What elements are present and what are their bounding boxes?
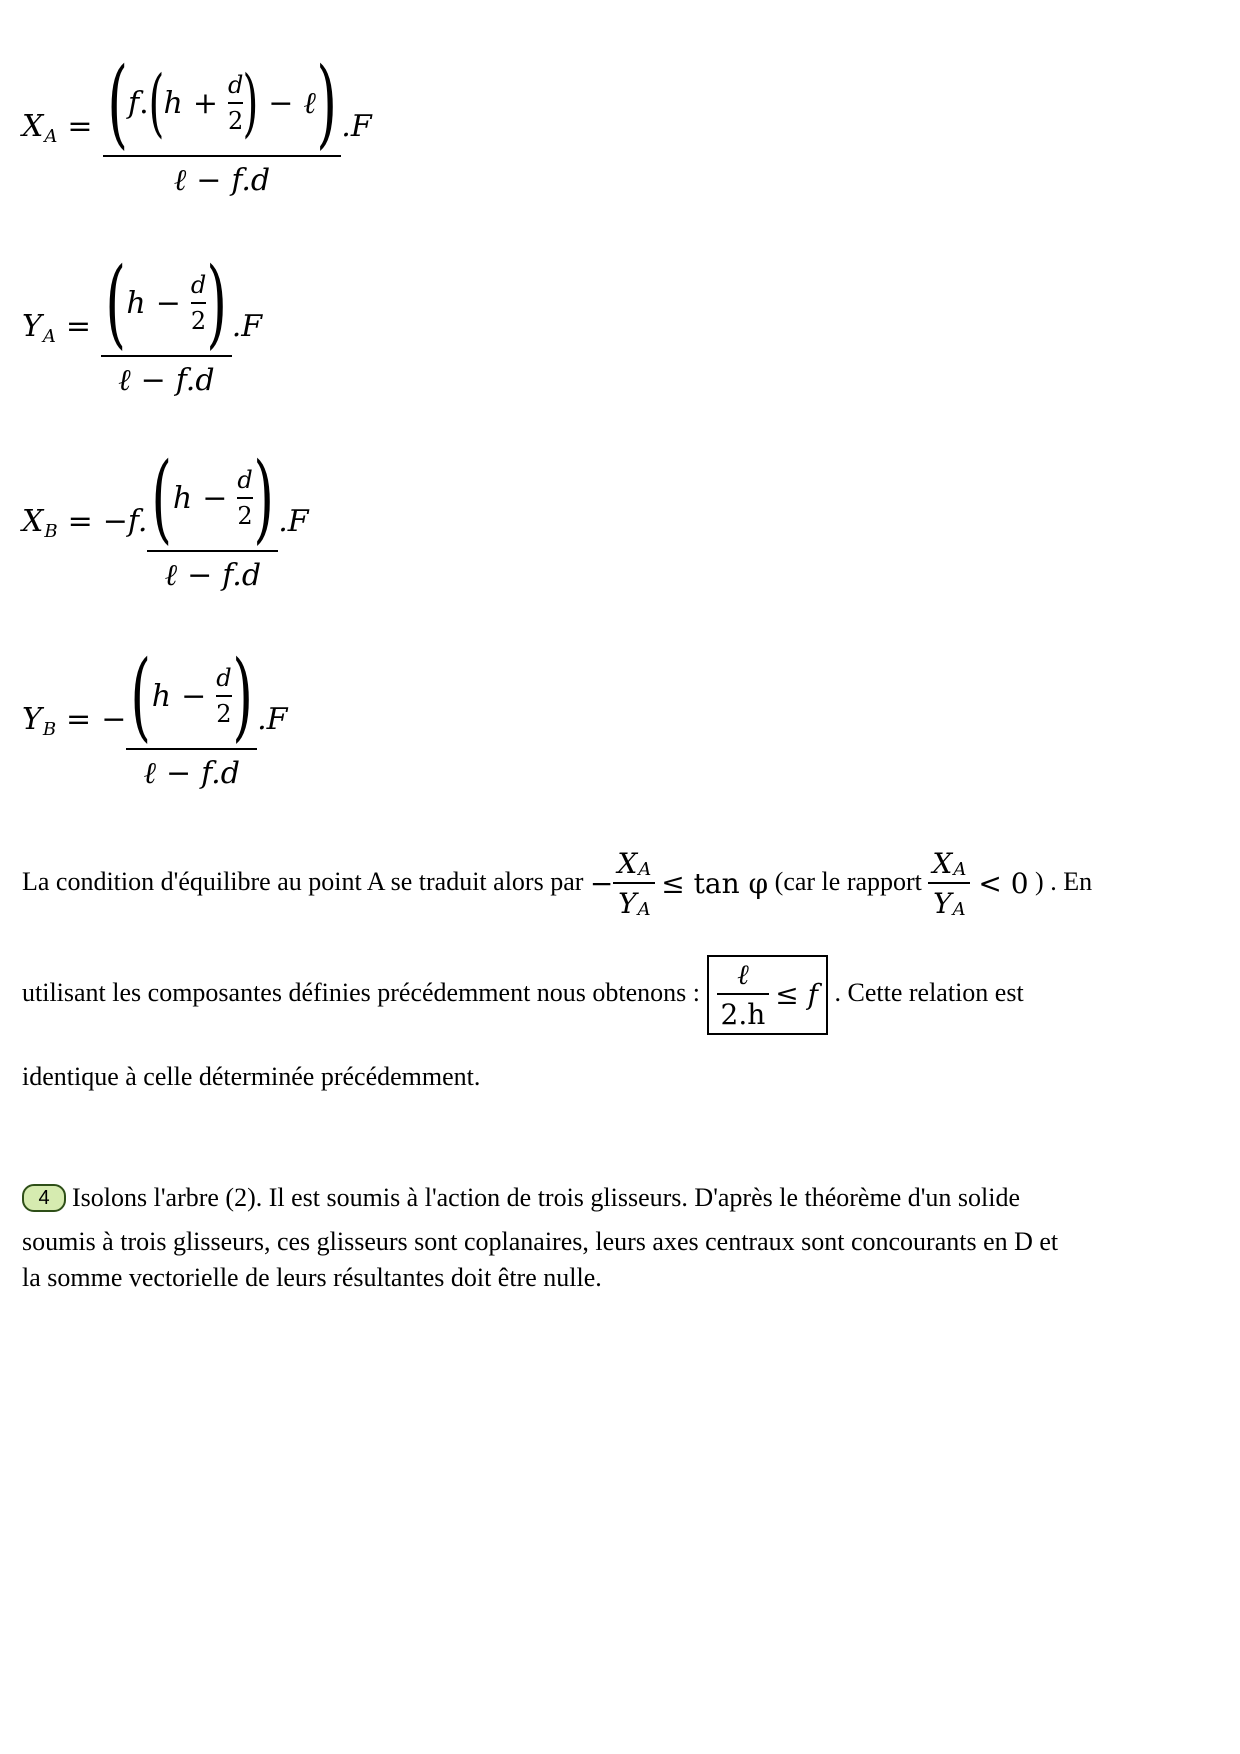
eq-yb-minus: −: [181, 678, 207, 714]
p1-ratio-expression: [928, 847, 1029, 920]
eq-yb-fraction: [126, 640, 257, 791]
p1-cond-num: [613, 847, 655, 880]
equation-yb: [22, 640, 288, 791]
p1-cond-rel: ≤ tan φ: [661, 867, 769, 900]
eq-xa-lhs-sub: A: [44, 126, 58, 147]
eq-yb-paren-close: ): [232, 640, 253, 752]
paragraph-identical: [22, 1064, 480, 1090]
p2-result-bar: [717, 993, 770, 995]
eq-xa-denominator: [170, 163, 274, 198]
eq-ya-equals: =: [65, 309, 91, 344]
eq-yb-two: 2: [216, 700, 232, 728]
eq-yb-den-fd: f.d: [201, 756, 240, 791]
p2-result-rel: ≤ f: [775, 978, 819, 1011]
p1-condition-expression: [589, 847, 769, 920]
eq-xb-numerator: [147, 442, 278, 554]
eq-xb-denominator: [161, 558, 265, 593]
eq-xa-paren-close: ): [316, 47, 337, 159]
p1-ratio-den-sub: A: [952, 899, 966, 920]
eq-xb-h: h: [172, 480, 193, 516]
p2-result-box: [707, 955, 828, 1035]
p4-line1-text: Isolons l'arbre (2). Il est soumis à l'action de trois glisseurs. D'après le théorème d'un solide: [72, 1183, 1021, 1212]
eq-xa-h: h: [163, 85, 183, 121]
eq-xa-den-ell: ℓ: [173, 163, 187, 198]
eq-ya-paren-close: ): [206, 247, 228, 359]
eq-ya-fraction: [101, 247, 232, 398]
eq-xa-two: 2: [228, 107, 244, 135]
eq-ya-den-ell: ℓ: [118, 363, 131, 398]
p1-ratio-fraction: [928, 847, 970, 920]
paragraph-result: [22, 955, 1024, 1035]
eq-xb-lhs-sub: B: [44, 521, 58, 542]
eq-xb-den-fd: f.d: [222, 558, 262, 593]
eq-ya-den-fd: f.d: [175, 363, 215, 398]
eq-xb-den-ell: ℓ: [164, 558, 178, 593]
eq-xa-lhs: X: [22, 109, 44, 144]
p1-cond-den: [614, 887, 654, 920]
eq-xa-equals: =: [67, 109, 93, 144]
eq-xa-ell: ℓ: [303, 85, 316, 121]
eq-xa-d: d: [227, 71, 244, 99]
eq-yb-neg: −: [101, 702, 127, 737]
p1-ratio-num: [928, 847, 970, 880]
p1-cond-fraction: [613, 847, 655, 920]
eq-yb-d-bar: [216, 695, 231, 697]
p1-ratio-bar: [928, 882, 970, 884]
eq-ya-lhs-sub: A: [42, 326, 56, 347]
eq-yb-d: d: [216, 664, 232, 692]
eq-xb-fraction: [147, 442, 278, 593]
p1-cond-den-sub: A: [637, 899, 651, 920]
eq-xb-d-bar: [237, 497, 252, 499]
p4-line1: [22, 1180, 1058, 1216]
eq-yb-equals: =: [66, 702, 92, 737]
eq-xa-fraction: [103, 47, 342, 198]
eq-xa-tail: .F: [341, 109, 372, 144]
p1-cond-num-x: X: [617, 847, 638, 880]
eq-ya-minus: −: [155, 285, 181, 321]
eq-xa-dot: .: [139, 85, 149, 121]
p2-text2: . Cette relation est: [834, 977, 1024, 1007]
p1-text3: ) . En: [1035, 866, 1093, 896]
eq-yb-d-over-2: [216, 664, 231, 728]
eq-xa-bar: [103, 155, 342, 157]
p1-cond-minus: −: [589, 867, 614, 900]
equation-xa: [22, 47, 372, 198]
p2-result-num: ℓ: [737, 958, 749, 991]
p4-line3: la somme vectorielle de leurs résultantes doit être nulle.: [22, 1263, 602, 1292]
eq-ya-numerator: [101, 247, 232, 359]
eq-xa-inner-paren-close: ): [242, 60, 259, 146]
eq-xb-d: d: [237, 466, 253, 494]
eq-xb-d-over-2: [237, 466, 252, 530]
p1-ratio-den: [929, 887, 969, 920]
p1-ratio-num-x: X: [932, 847, 953, 880]
eq-xb-neg-f: −f.: [102, 504, 148, 539]
eq-xa-plus: +: [192, 85, 218, 121]
eq-xa-den-minus: −: [196, 163, 222, 198]
p3-text: identique à celle déterminée précédemment.: [22, 1062, 481, 1091]
eq-xb-lhs: X: [22, 504, 44, 539]
eq-xa-minus: −: [268, 85, 294, 121]
p2-result-fraction: [717, 958, 770, 1031]
eq-ya-d-over-2: [191, 271, 206, 335]
eq-ya-h: h: [126, 285, 146, 321]
eq-xb-minus: −: [202, 480, 228, 516]
eq-xa-paren-open: (: [106, 47, 128, 159]
eq-xa-inner-paren-open: (: [148, 60, 164, 146]
eq-ya-den-minus: −: [140, 363, 166, 398]
eq-yb-lhs-sub: B: [42, 719, 57, 740]
p1-ratio-num-sub: A: [953, 859, 967, 880]
eq-xb-paren-open: (: [151, 442, 173, 554]
eq-yb-den-ell: ℓ: [143, 756, 156, 791]
equation-xb: [22, 442, 309, 593]
equation-ya: [22, 247, 263, 398]
paragraph-condition: [22, 847, 1093, 920]
eq-ya-d: d: [190, 271, 207, 299]
p1-cond-bar: [613, 882, 655, 884]
eq-xa-den-fd: f.d: [231, 163, 271, 198]
eq-ya-two: 2: [190, 307, 207, 335]
step-badge-4: 4: [22, 1184, 66, 1212]
eq-yb-denominator: [139, 756, 243, 791]
eq-xb-two: 2: [237, 502, 253, 530]
eq-ya-denominator: [114, 363, 218, 398]
eq-ya-d-bar: [191, 302, 206, 304]
p1-ratio-den-y: Y: [933, 887, 952, 920]
eq-yb-paren-open: (: [130, 640, 152, 752]
eq-ya-paren-open: (: [105, 247, 126, 359]
eq-yb-h: h: [151, 678, 172, 714]
p1-cond-num-sub: A: [638, 859, 652, 880]
eq-yb-numerator: [126, 640, 257, 752]
eq-ya-lhs: Y: [22, 309, 42, 344]
eq-yb-lhs: Y: [22, 702, 42, 737]
eq-xa-f: f: [127, 85, 140, 121]
eq-xb-den-minus: −: [187, 558, 213, 593]
eq-xa-d-over-2: [228, 71, 243, 135]
eq-xb-tail: .F: [278, 504, 309, 539]
p1-cond-den-y: Y: [618, 887, 637, 920]
paragraph-step4: [22, 1180, 1058, 1296]
p4-line2: soumis à trois glisseurs, ces glisseurs sont coplanaires, leurs axes centraux sont concourants en D et: [22, 1227, 1059, 1256]
p1-ratio-rel: < 0: [978, 867, 1029, 900]
eq-yb-den-minus: −: [165, 756, 192, 791]
eq-xa-d-bar: [228, 102, 243, 104]
eq-xb-paren-close: ): [253, 442, 274, 554]
eq-xa-numerator: [103, 47, 342, 159]
p1-text2: (car le rapport: [774, 866, 922, 896]
p1-text1: La condition d'équilibre au point A se traduit alors par: [22, 866, 584, 896]
p2-text1: utilisant les composantes définies précédemment nous obtenons :: [22, 977, 701, 1007]
eq-yb-tail: .F: [257, 702, 288, 737]
eq-ya-tail: .F: [231, 309, 263, 344]
eq-xb-equals: =: [67, 504, 93, 539]
p2-result-den: 2.h: [720, 998, 766, 1031]
